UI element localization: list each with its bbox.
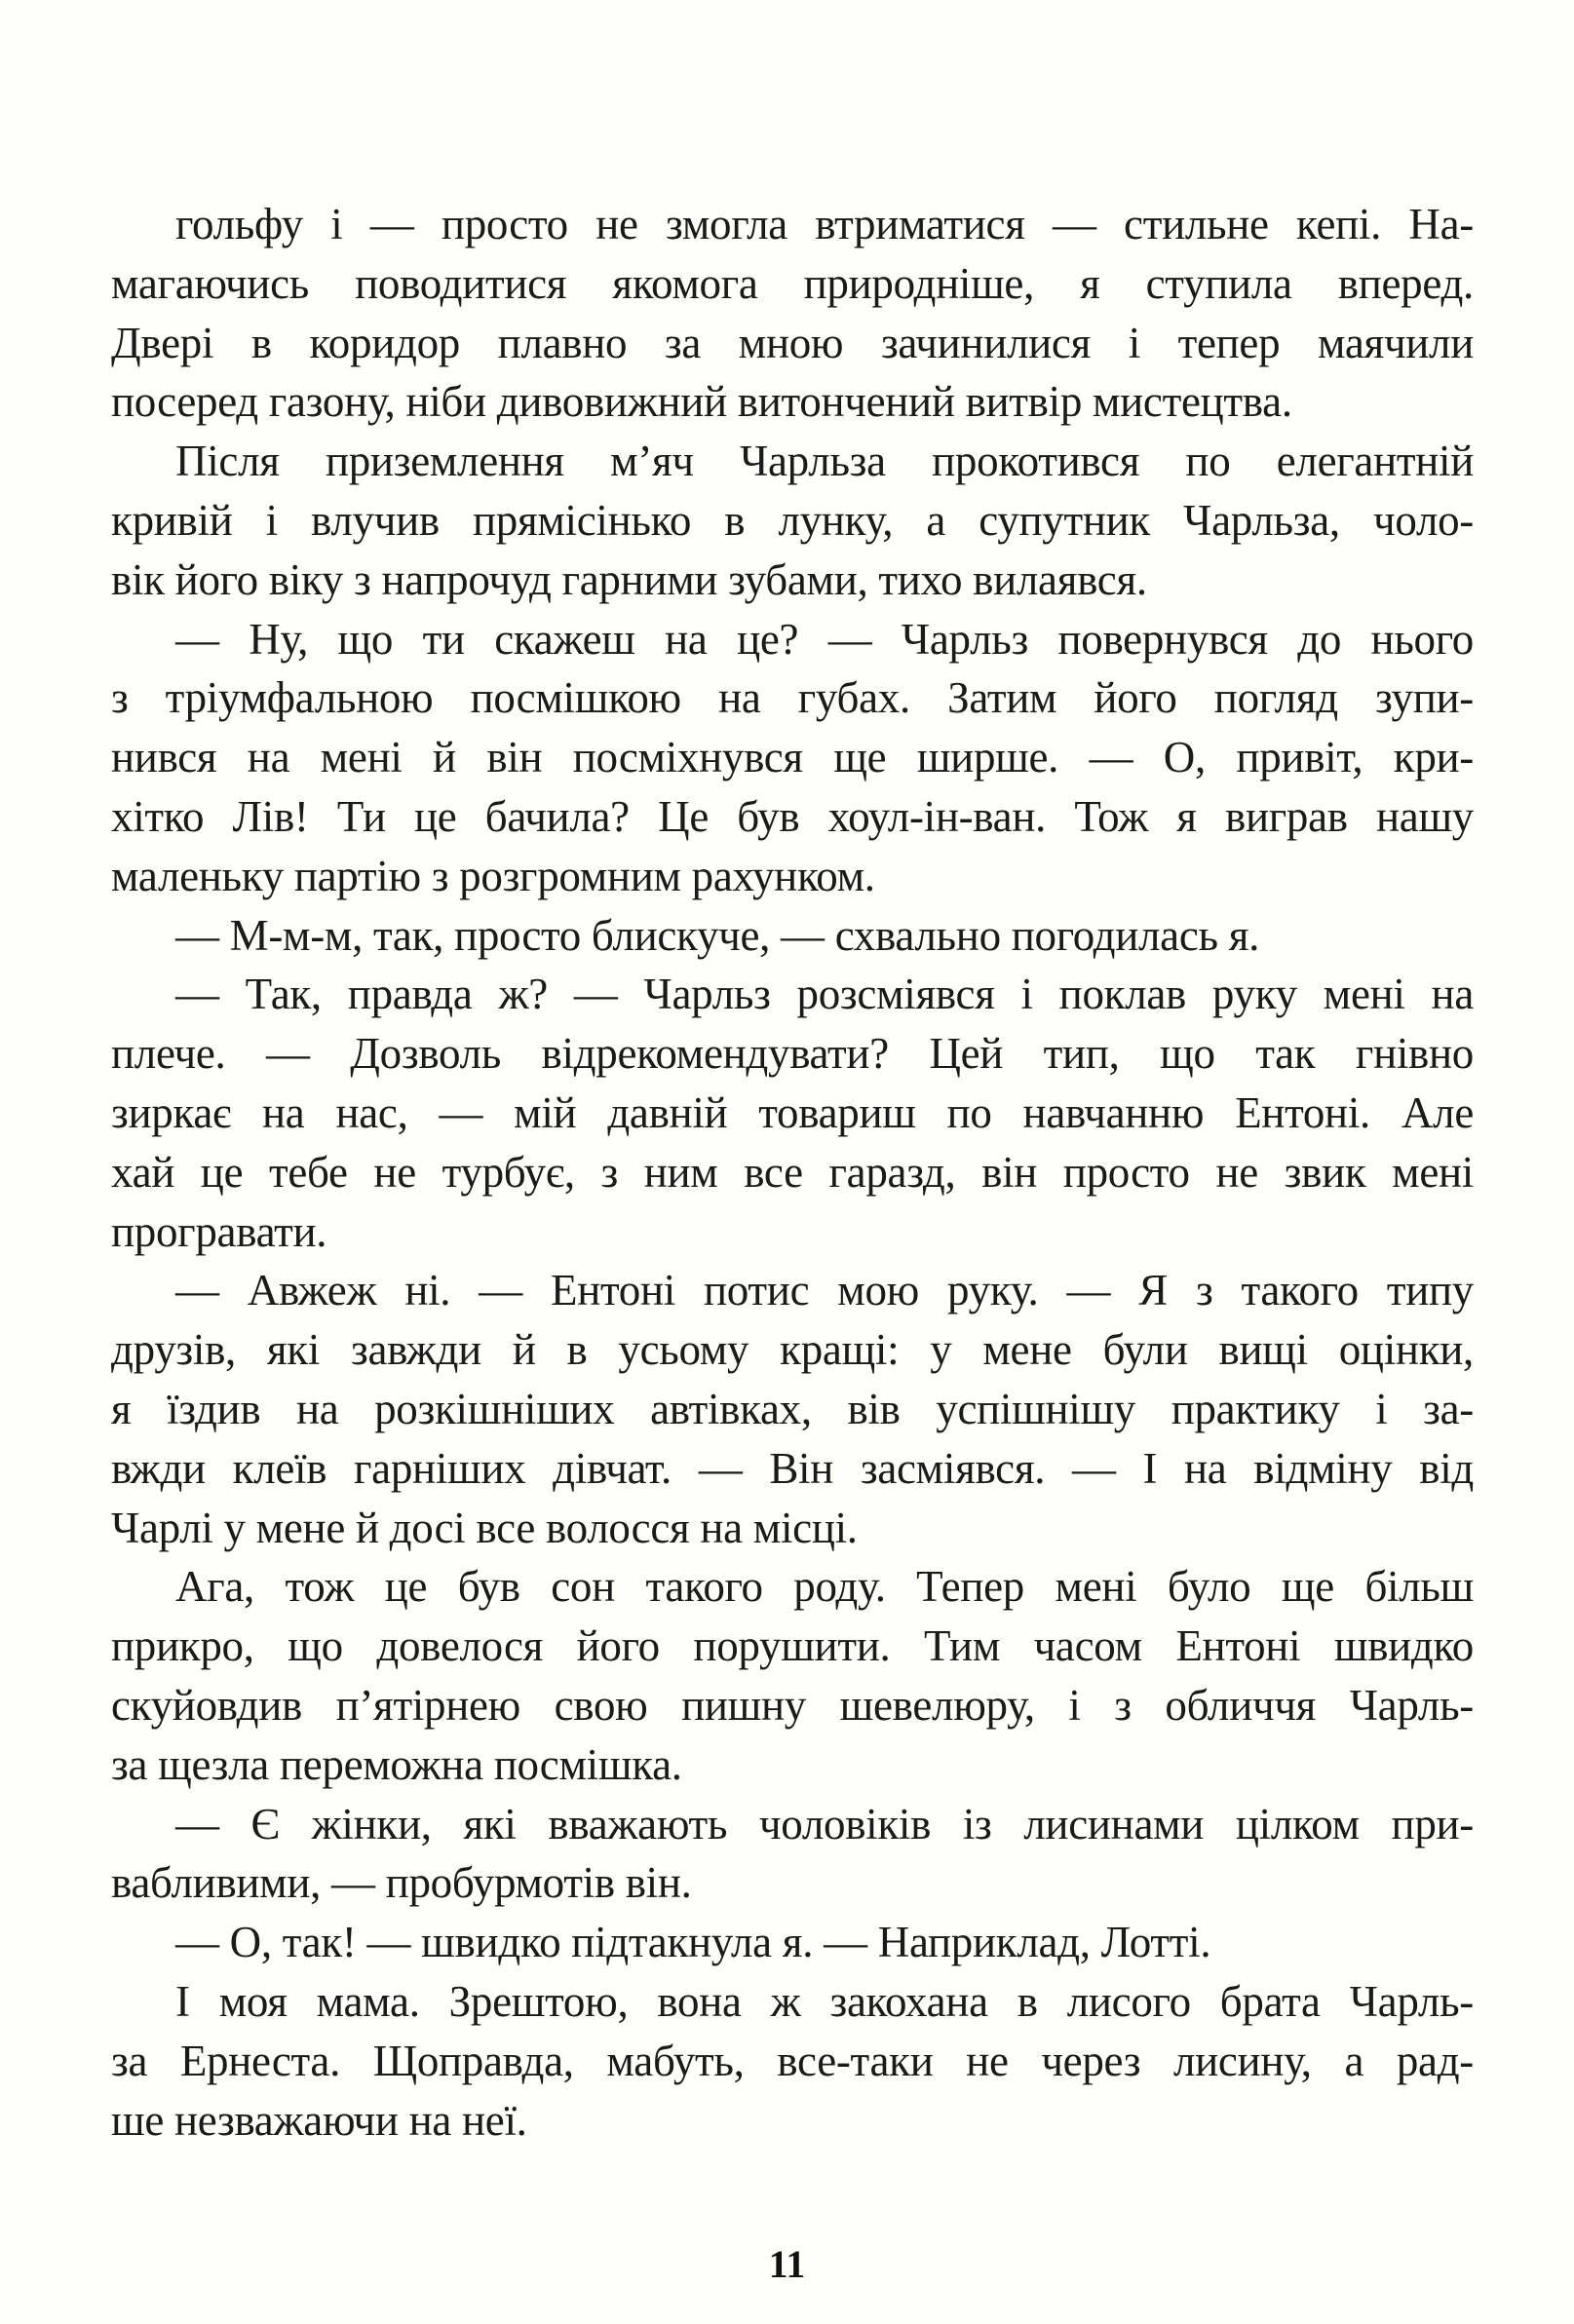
paragraph [111, 1557, 1474, 1794]
text-line: — Так, правда ж? — Чарльз розсміявся і поклав руку мені на [175, 970, 1474, 1019]
text-line: посеред газону, ніби дивовижний витончений витвір мистецтва. [111, 377, 1292, 427]
text-line: вабливими, — пробурмотів він. [111, 1858, 692, 1908]
text-line: друзів, які завжди й в усьому кращі: у мене були вищі оцінки, [111, 1325, 1474, 1375]
text-line: я їздив на розкішніших автівках, вів успішнішу практику і за- [111, 1384, 1474, 1433]
text-line: Двері в коридор плавно за мною зачинилися і тепер маячили [111, 318, 1474, 367]
text-line: — Авжеж ні. — Ентоні потис мою руку. — Я з такого типу [175, 1266, 1474, 1315]
page-number: 11 [768, 2242, 806, 2286]
text-line: — Є жінки, які вважають чоловіків із лисинами цілком при- [175, 1799, 1474, 1848]
paragraph [111, 1261, 1474, 1557]
paragraph [111, 906, 1474, 966]
text-line: вжди клеїв гарніших дівчат. — Він засміявся. — І на відміну від [111, 1443, 1474, 1493]
paragraph [111, 195, 1474, 432]
text-line: хай це тебе не турбує, з ним все гаразд, він просто не звик мені [111, 1147, 1474, 1197]
text-line: магаючись поводитися якомога природніше, я ступила вперед. [111, 258, 1474, 308]
text-line: маленьку партію з розгромним рахунком. [111, 851, 875, 900]
paragraph [111, 965, 1474, 1261]
text-line: плече. — Дозволь відрекомендувати? Цей тип, що так гнівно [111, 1029, 1474, 1079]
text-line: ше незважаючи на неї. [111, 2095, 527, 2145]
paragraph [111, 1972, 1474, 2150]
paragraph [111, 1913, 1474, 1972]
text-line: Чарлі у мене й досі все волосся на місці. [111, 1503, 858, 1552]
text-line: програвати. [111, 1206, 327, 1256]
text-line: прикро, що довелося його порушити. Тим часом Ентоні швидко [111, 1621, 1474, 1671]
text-line: хітко Лів! Ти це бачила? Це був хоул-ін-ван. Тож я виграв нашу [111, 791, 1474, 841]
text-line: Ага, тож це був сон такого роду. Тепер мені було ще більш [175, 1562, 1474, 1612]
text-line: за щезла переможна посмішка. [111, 1739, 682, 1789]
text-line: гольфу і — просто не змогла втриматися — стильне кепі. На- [175, 200, 1474, 248]
text-line: Після приземлення м’яч Чарльза прокотився по елегантній [175, 437, 1474, 486]
paragraph [111, 610, 1474, 906]
text-line: скуйовдив п’ятірнею свою пишну шевелюру, і з обличчя Чарль- [111, 1680, 1474, 1730]
page-body-text [111, 195, 1474, 2150]
text-line: — Ну, що ти скажеш на це? — Чарльз повернувся до нього [175, 614, 1474, 664]
paragraph [111, 1795, 1474, 1914]
text-line: зиркає на нас, — мій давній товариш по навчанню Ентоні. Але [111, 1087, 1474, 1137]
text-line: з тріумфальною посмішкою на губах. Затим його погляд зупи- [111, 673, 1474, 723]
text-line: вік його віку з напрочуд гарними зубами, тихо вилаявся. [111, 554, 1147, 604]
text-line: нився на мені й він посміхнувся ще ширше. — О, привіт, кри- [111, 733, 1474, 782]
text-line: — О, так! — швидко підтакнула я. — Наприклад, Лотті. [175, 1918, 1211, 1967]
text-line: І моя мама. Зрештою, вона ж закохана в лисого брата Чарль- [175, 1976, 1474, 2026]
text-line: кривій і влучив прямісінько в лунку, а супутник Чарльза, чоло- [111, 495, 1474, 545]
text-line: — М-м-м, так, просто блискуче, — схвально погодилась я. [175, 910, 1260, 960]
paragraph [111, 432, 1474, 609]
text-line: за Ернеста. Щоправда, мабуть, все-таки не через лисину, а рад- [111, 2036, 1474, 2085]
